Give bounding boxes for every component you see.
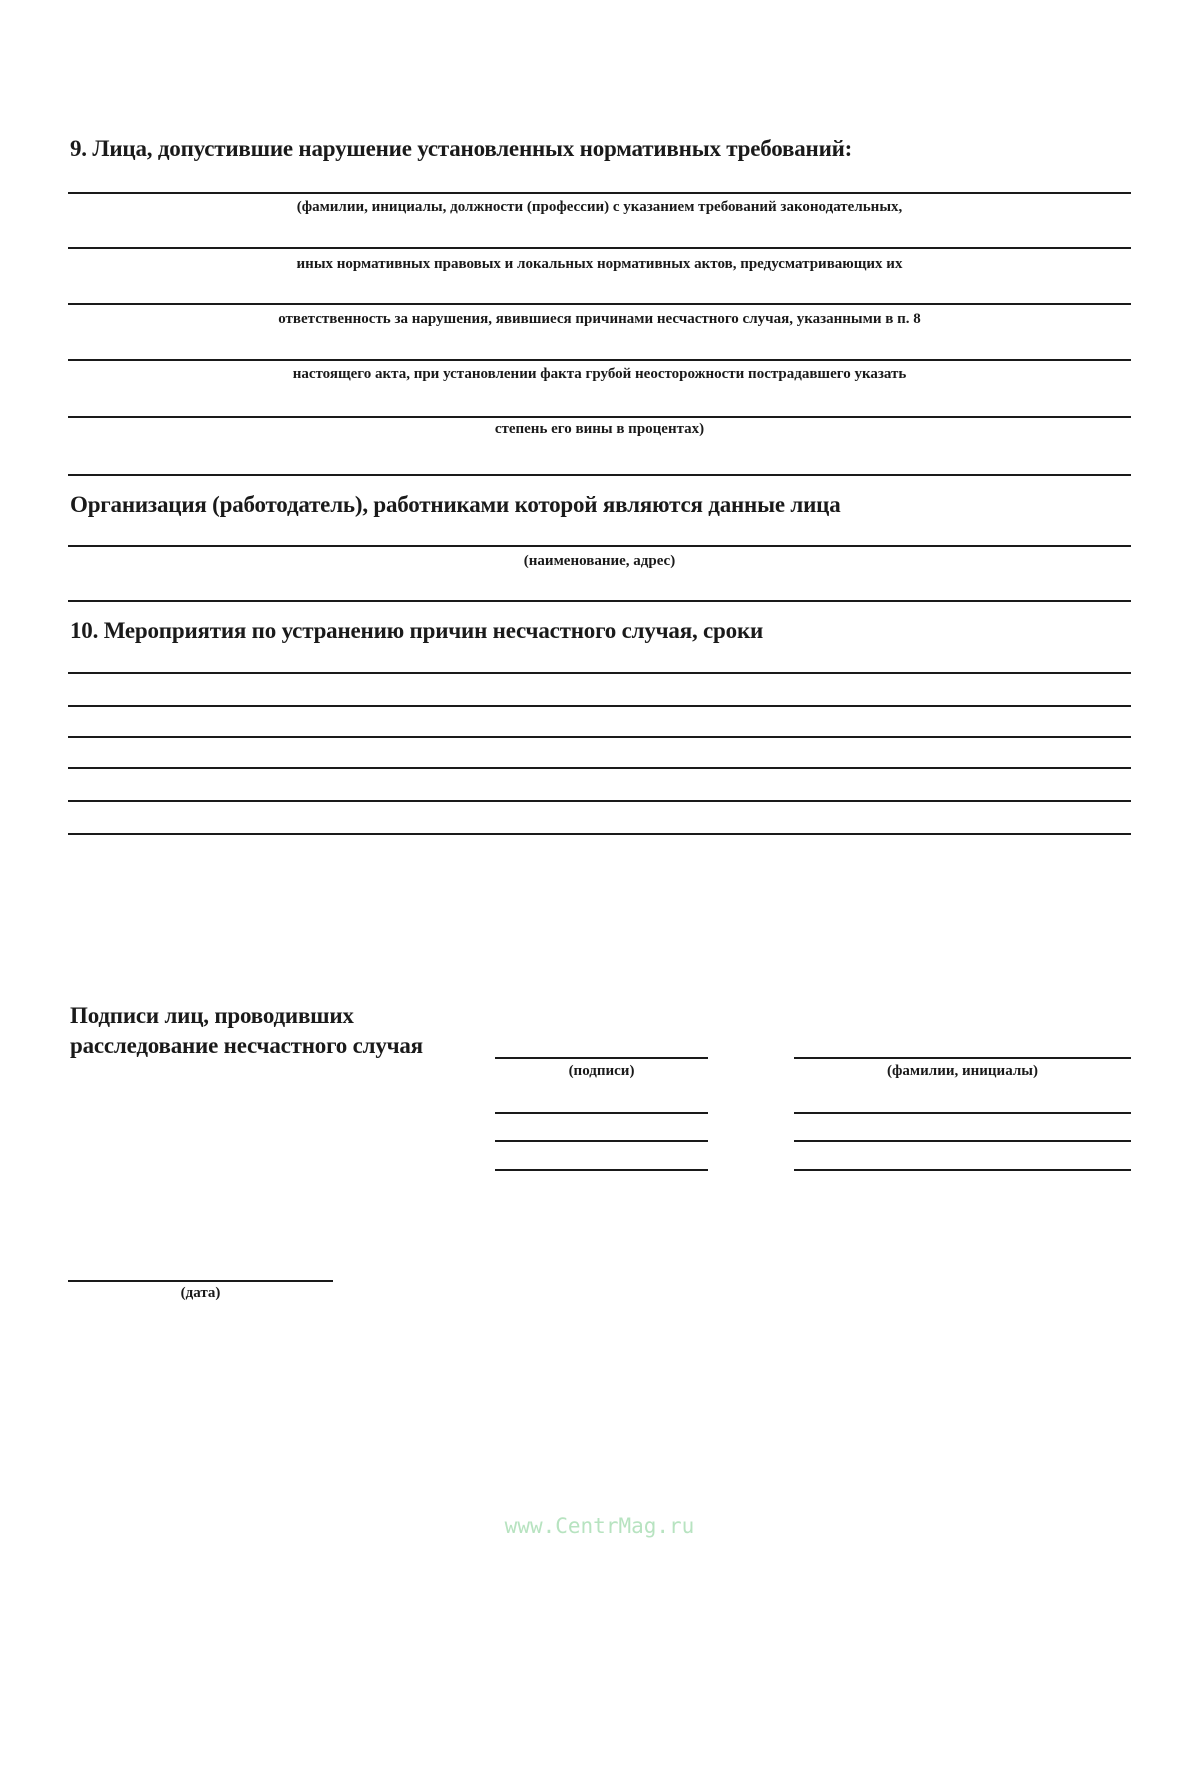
measures-line[interactable]	[68, 767, 1131, 769]
name-hint: (фамилии, инициалы)	[887, 1063, 1038, 1079]
measures-line[interactable]	[68, 705, 1131, 707]
name-line[interactable]	[794, 1112, 1131, 1114]
date-hint: (дата)	[180, 1285, 221, 1301]
signatures-label-line2: расследование несчастного случая	[70, 1033, 423, 1058]
signature-line[interactable]	[495, 1057, 708, 1059]
measures-line[interactable]	[68, 736, 1131, 738]
organization-label: Организация (работодатель), работниками которой являются данные лица	[70, 492, 841, 517]
signature-hint: (подписи)	[568, 1063, 635, 1079]
field-hint: степень его вины в процентах)	[494, 421, 705, 437]
blank-line[interactable]	[68, 359, 1131, 361]
field-hint: настоящего акта, при установлении факта грубой неосторожности пострадавшего указать	[292, 366, 907, 382]
organization-line[interactable]	[68, 545, 1131, 547]
blank-line[interactable]	[68, 474, 1131, 476]
section-10-heading: 10. Мероприятия по устранению причин несчастного случая, сроки	[70, 618, 764, 643]
signatures-label-line1: Подписи лиц, проводивших	[70, 1003, 354, 1028]
name-line[interactable]	[794, 1057, 1131, 1059]
organization-hint: (наименование, адрес)	[523, 553, 676, 569]
date-line[interactable]	[68, 1280, 333, 1282]
blank-line[interactable]	[68, 416, 1131, 418]
signature-line[interactable]	[495, 1140, 708, 1142]
field-hint: ответственность за нарушения, явившиеся причинами несчастного случая, указанными в п. 8	[278, 311, 921, 327]
blank-line[interactable]	[68, 192, 1131, 194]
field-hint: (фамилии, инициалы, должности (профессии) с указанием требований законодательных,	[296, 199, 903, 215]
section-9-heading: 9. Лица, допустившие нарушение установленных нормативных требований:	[70, 136, 853, 161]
measures-line[interactable]	[68, 833, 1131, 835]
name-line[interactable]	[794, 1169, 1131, 1171]
blank-line[interactable]	[68, 247, 1131, 249]
blank-line[interactable]	[68, 600, 1131, 602]
field-hint: иных нормативных правовых и локальных нормативных актов, предусматривающих их	[296, 256, 903, 272]
blank-line[interactable]	[68, 303, 1131, 305]
watermark: www.CentrMag.ru	[504, 1514, 695, 1538]
name-line[interactable]	[794, 1140, 1131, 1142]
signature-line[interactable]	[495, 1112, 708, 1114]
measures-line[interactable]	[68, 672, 1131, 674]
measures-line[interactable]	[68, 800, 1131, 802]
signature-line[interactable]	[495, 1169, 708, 1171]
